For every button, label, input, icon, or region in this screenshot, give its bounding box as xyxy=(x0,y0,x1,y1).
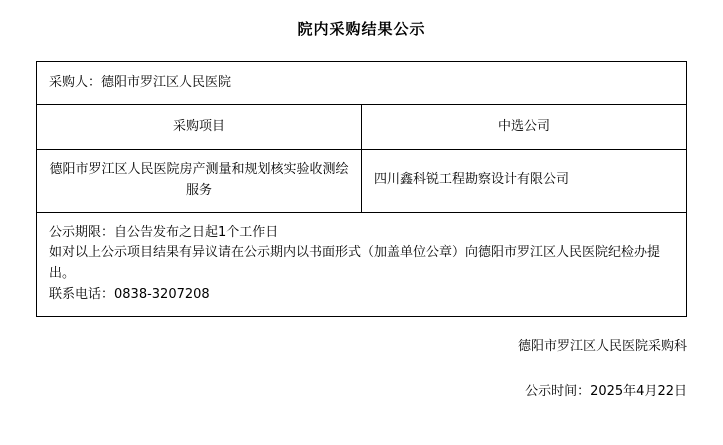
page-title: 院内采购结果公示 xyxy=(297,20,426,38)
table-row xyxy=(37,150,687,213)
cell-project-name: 德阳市罗江区人民医院房产测量和规划核实验收测绘服务 xyxy=(37,150,362,213)
buyer-text: 采购人：德阳市罗江区人民医院 xyxy=(49,74,232,90)
terms-line-period: 公示期限：自公告发布之日起1个工作日 xyxy=(49,224,279,240)
table-row-terms xyxy=(37,212,687,316)
terms-line-phone: 联系电话：0838-3207208 xyxy=(49,286,210,302)
column-header-project: 采购项目 xyxy=(37,105,362,150)
column-header-winner: 中选公司 xyxy=(362,105,687,150)
terms-block xyxy=(37,213,686,316)
table-row-buyer xyxy=(37,62,687,105)
notice-table-wrapper xyxy=(36,61,687,317)
notice-table xyxy=(36,61,687,317)
terms-cell xyxy=(37,212,687,316)
buyer-cell xyxy=(37,62,687,105)
table-row-header xyxy=(37,105,687,150)
cell-winner-company: 四川鑫科锐工程勘察设计有限公司 xyxy=(362,150,687,213)
signature-line: 德阳市罗江区人民医院采购科 xyxy=(517,338,687,354)
publish-date: 公示时间：2025年4月22日 xyxy=(525,383,687,399)
document-page xyxy=(0,18,723,445)
terms-line-objection: 如对以上公示项目结果有异议请在公示期内以书面形式（加盖单位公章）向德阳市罗江区人民医院纪检办提出。 xyxy=(49,245,661,282)
